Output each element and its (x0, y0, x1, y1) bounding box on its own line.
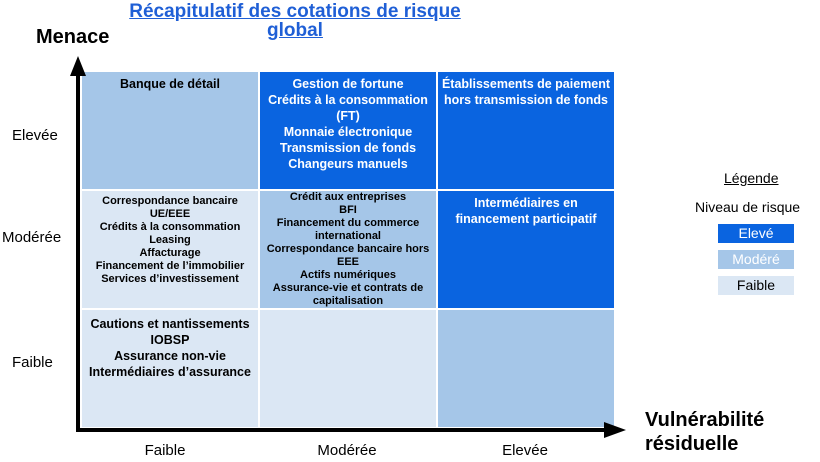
cell-item: Intermédiaires d’assurance (89, 365, 251, 379)
col-label-high: Elevée (502, 442, 548, 459)
cell-item: Crédits à la consommation (99, 221, 241, 233)
cell-item: (FT) (336, 109, 360, 123)
cell-item: Crédit aux entreprises (289, 191, 407, 203)
y-axis-arrowhead (70, 56, 86, 76)
cell-item: Cautions et nantissements (90, 317, 250, 331)
cell-item: Financement du commerce (276, 217, 420, 229)
cell-item: financement participatif (455, 212, 597, 226)
cell-item: Établissements de paiement (441, 77, 611, 91)
col-label-low: Faible (144, 442, 186, 459)
cell-item: Banque de détail (119, 77, 221, 91)
x-axis-arrowhead (604, 422, 626, 438)
legend-item-high: Elevé (718, 224, 794, 243)
cell-item: capitalisation (312, 295, 384, 307)
x-axis-title-text: Vulnérabilité résiduelle (645, 409, 765, 455)
cell-item: Actifs numériques (300, 269, 396, 281)
diagram-title: Récapitulatif des cotations de risque global (129, 1, 461, 41)
cell-item: Leasing (149, 234, 191, 246)
cell-item: international (314, 230, 381, 242)
cell-item: Affacturage (139, 247, 201, 259)
cell-item: Transmission de fonds (279, 141, 417, 155)
cell-item: Gestion de fortune (292, 77, 404, 91)
y-axis-title: Menace (36, 26, 110, 48)
row-label-low: Faible (12, 354, 53, 371)
cell-item: Services d’investissement (101, 273, 239, 285)
cell-item: Financement de l’immobilier (95, 260, 245, 272)
cell-item: Crédits à la consommation (268, 93, 428, 107)
row-label-moderate: Modérée (2, 229, 62, 246)
cell-item: BFI (339, 204, 357, 216)
row-label-high: Elevée (12, 127, 58, 144)
cell-item: hors transmission de fonds (444, 93, 608, 107)
col-label-moderate: Modérée (317, 442, 377, 459)
legend-item-moderate: Modéré (718, 250, 794, 269)
cell-item: Assurance-vie et contrats de (272, 282, 424, 294)
cell-item: Monnaie électronique (283, 125, 413, 139)
cell-item: Correspondance bancaire hors EEE (266, 243, 430, 268)
cell-item: IOBSP (150, 333, 190, 347)
legend-subtitle: Niveau de risque (695, 199, 801, 215)
legend-item-low: Faible (718, 276, 794, 295)
cell-item: Intermédiaires en (474, 196, 578, 210)
cell-item: Assurance non-vie (114, 349, 226, 363)
cell-item: Changeurs manuels (288, 157, 408, 171)
cell-item: Correspondance bancaire UE/EEE (102, 195, 238, 220)
legend-title: Légende (724, 170, 779, 186)
